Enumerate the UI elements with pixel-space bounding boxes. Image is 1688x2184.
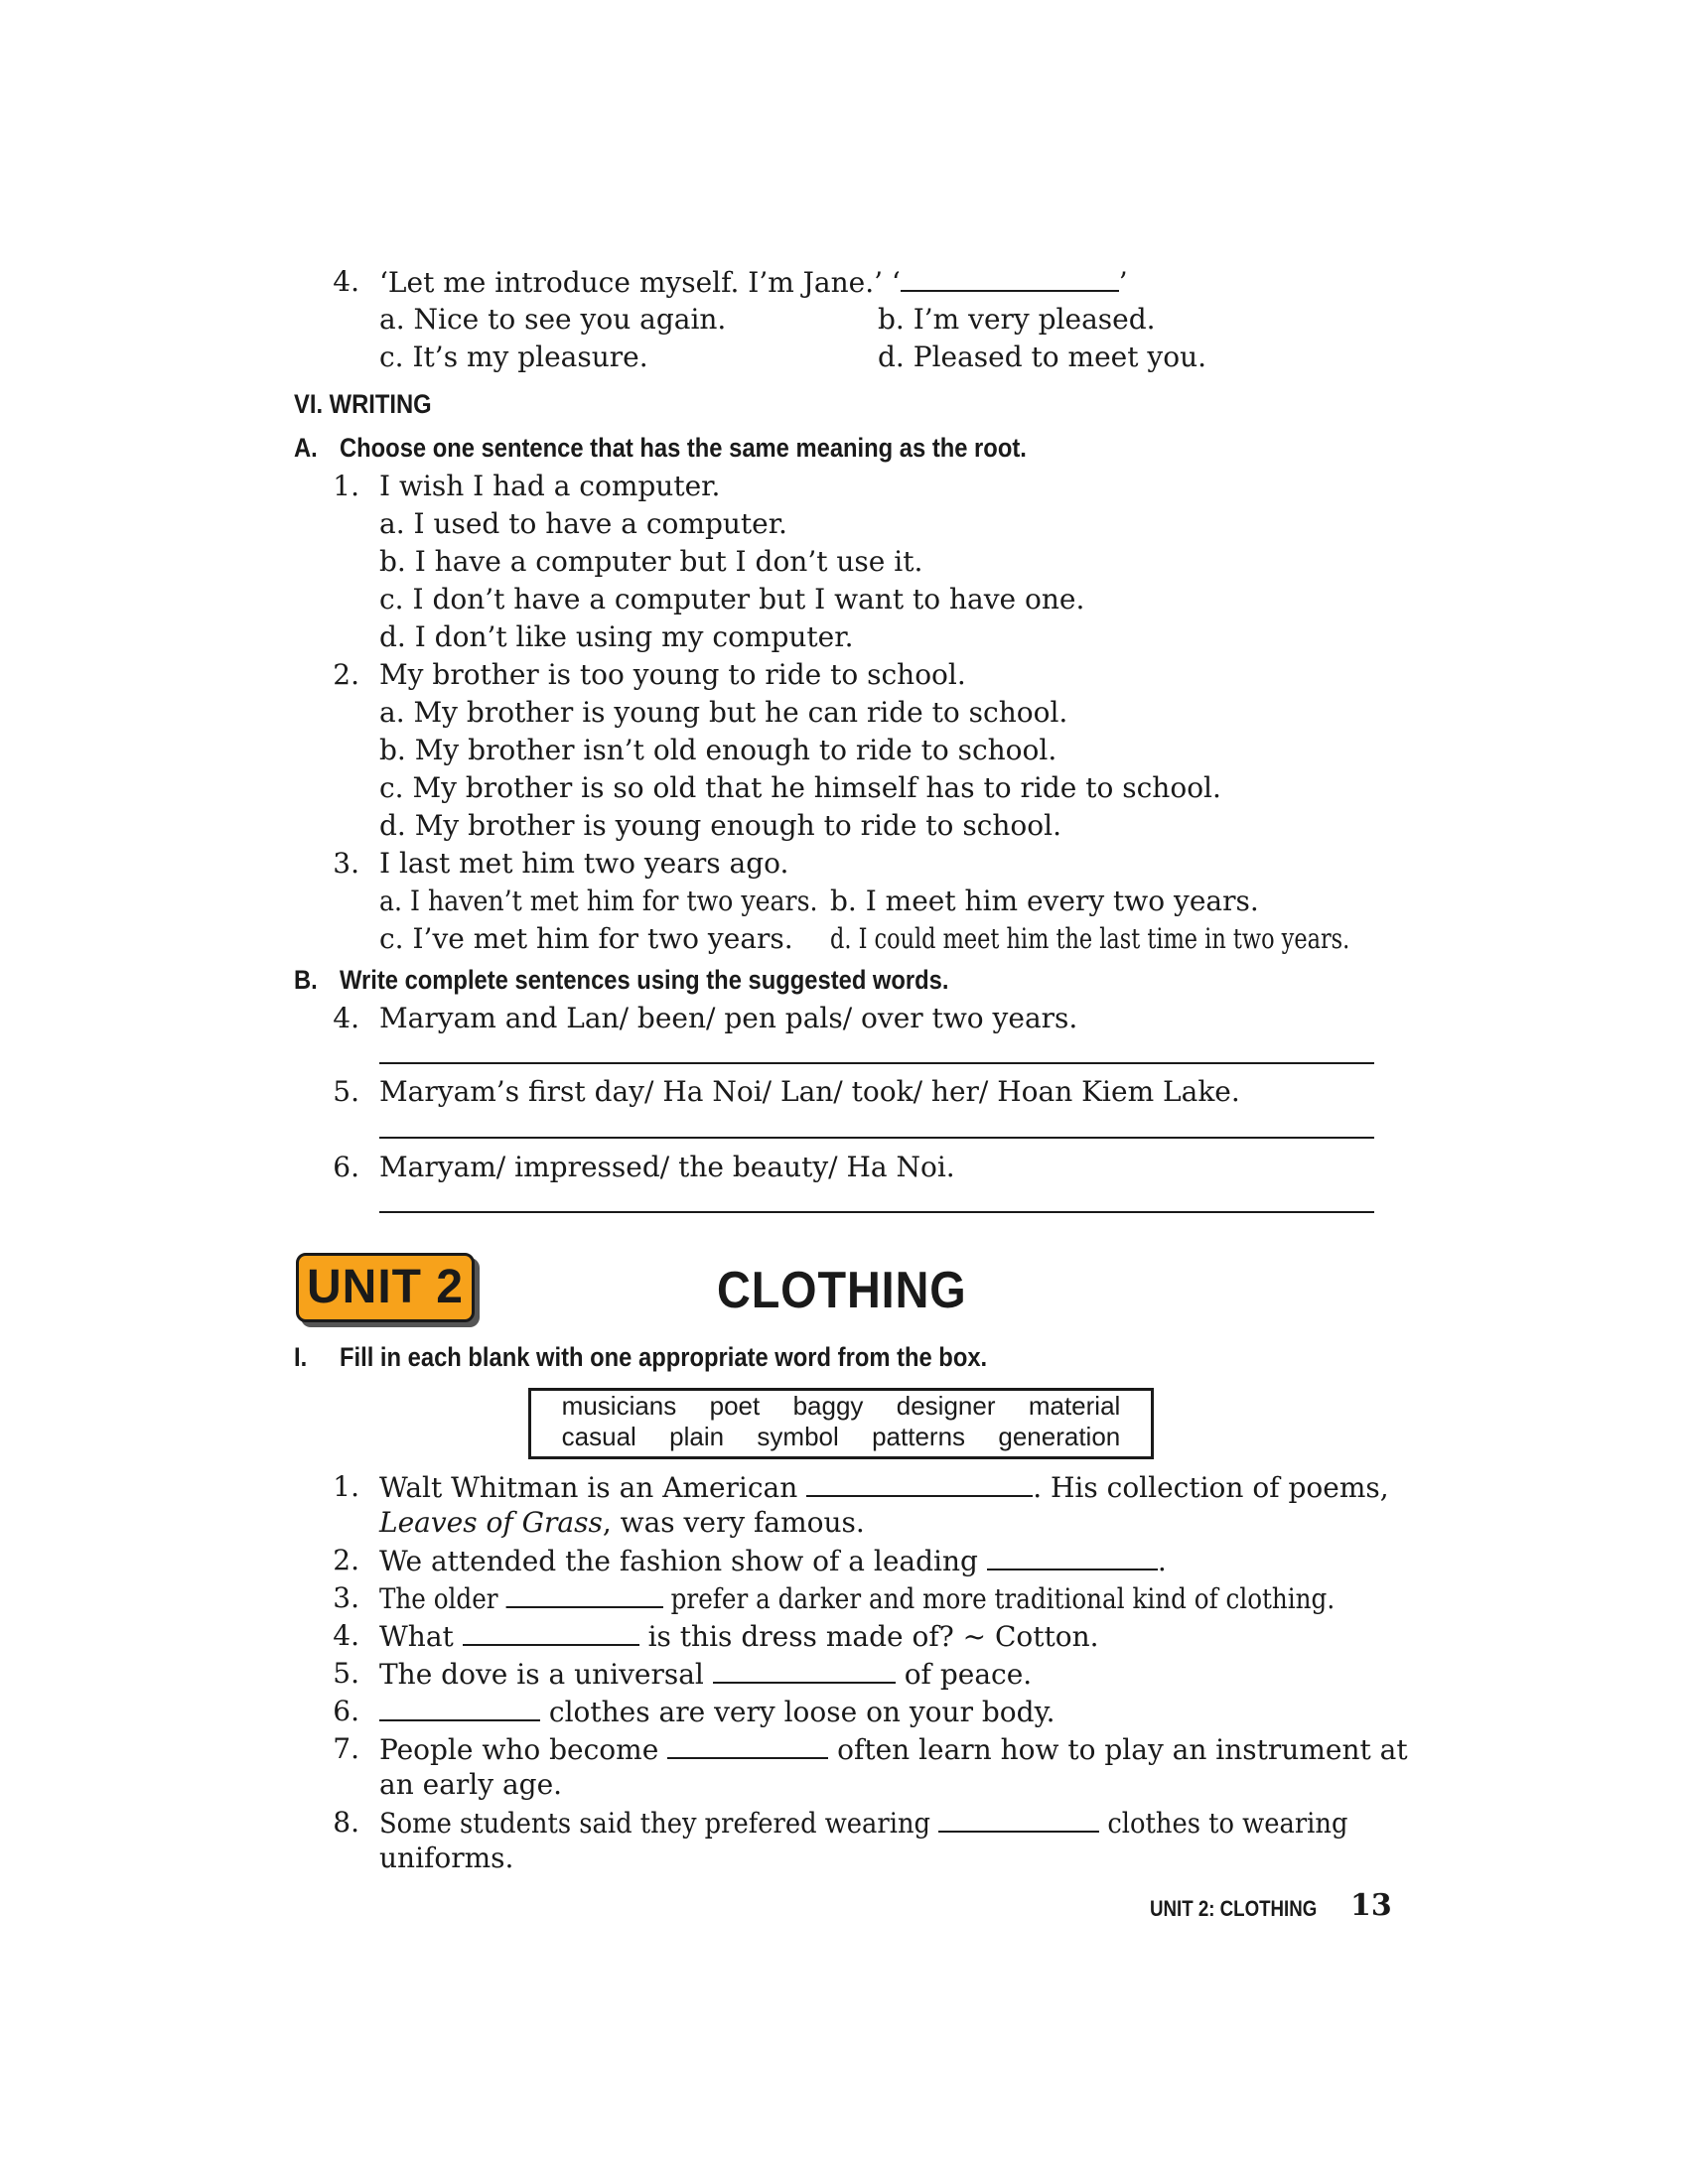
answer-blank[interactable] — [713, 1656, 896, 1684]
question-stem: I last met him two years ago. — [379, 847, 789, 880]
fill-sentence: The older prefer a darker and more traditional kind of clothing. — [379, 1582, 1336, 1615]
sentence-prompt: Maryam and Lan/ been/ pen pals/ over two years. — [379, 1002, 1078, 1034]
option-b[interactable]: b. I have a computer but I don’t use it. — [379, 545, 923, 578]
word-option: plain — [669, 1422, 725, 1451]
question-number: 1. — [333, 1470, 359, 1503]
exercise-instruction: Fill in each blank with one appropriate word from the box. — [340, 1342, 988, 1372]
answer-blank[interactable] — [987, 1543, 1158, 1570]
option-d[interactable]: d. I could meet him the last time in two years. — [830, 922, 1350, 955]
question-number: 3. — [333, 847, 359, 880]
option-b[interactable]: b. I’m very pleased. — [878, 303, 1156, 336]
option-a[interactable]: a. I haven’t met him for two years. — [379, 885, 818, 917]
question-number: 4. — [333, 1002, 359, 1034]
fill-sentence: Some students said they prefered wearing clothes to wearing — [379, 1807, 1348, 1840]
exercise-label: I. — [294, 1342, 308, 1372]
fill-sentence: clothes are very loose on your body. — [379, 1694, 1055, 1730]
question-number: 3. — [333, 1581, 359, 1614]
question-number: 4. — [333, 265, 359, 298]
part-b-label: B. — [294, 965, 318, 995]
part-a-instruction: Choose one sentence that has the same meaning as the root. — [340, 433, 1027, 463]
question-number: 2. — [333, 1544, 359, 1576]
answer-blank[interactable] — [901, 264, 1119, 292]
option-d[interactable]: d. My brother is young enough to ride to school. — [379, 809, 1061, 842]
word-option: symbol — [757, 1422, 839, 1451]
question-prompt: ‘Let me introduce myself. I’m Jane.’ ‘ ’ — [379, 266, 1128, 299]
fill-sentence: The dove is a universal of peace. — [379, 1658, 1033, 1691]
answer-blank[interactable] — [938, 1805, 1099, 1833]
word-option: musicians — [561, 1391, 677, 1421]
option-d[interactable]: d. I don’t like using my computer. — [379, 620, 854, 653]
option-a[interactable]: a. I used to have a computer. — [379, 507, 787, 540]
question-number: 8. — [333, 1806, 359, 1839]
question-number: 1. — [333, 470, 359, 502]
question-number: 2. — [333, 658, 359, 691]
option-c[interactable]: c. I don’t have a computer but I want to have one. — [379, 583, 1085, 615]
word-option: generation — [998, 1422, 1121, 1451]
answer-line[interactable] — [379, 1137, 1374, 1139]
question-number: 5. — [333, 1075, 359, 1108]
fill-sentence-continuation: uniforms. — [379, 1842, 514, 1874]
question-number: 6. — [333, 1695, 359, 1727]
fill-sentence: People who become often learn how to play an instrument at — [379, 1733, 1408, 1766]
part-a-label: A. — [294, 433, 318, 463]
option-c[interactable]: c. It’s my pleasure. — [379, 341, 648, 373]
question-number: 5. — [333, 1657, 359, 1690]
word-option: baggy — [792, 1391, 864, 1421]
fill-sentence-continuation: an early age. — [379, 1768, 563, 1801]
option-a[interactable]: a. Nice to see you again. — [379, 303, 727, 336]
word-option: patterns — [872, 1422, 966, 1451]
word-option: material — [1028, 1391, 1121, 1421]
answer-blank[interactable] — [463, 1618, 639, 1646]
option-c[interactable]: c. I’ve met him for two years. — [379, 922, 793, 955]
question-number: 7. — [333, 1732, 359, 1765]
page-number: 13 — [1350, 1888, 1392, 1923]
unit-badge: UNIT 2 — [296, 1253, 475, 1322]
answer-blank[interactable] — [667, 1731, 828, 1759]
question-number: 4. — [333, 1619, 359, 1652]
word-box — [528, 1388, 1154, 1459]
part-b-instruction: Write complete sentences using the suggested words. — [340, 965, 949, 995]
option-a[interactable]: a. My brother is young but he can ride to school. — [379, 696, 1068, 729]
question-number: 6. — [333, 1151, 359, 1183]
option-c[interactable]: c. My brother is so old that he himself has to ride to school. — [379, 771, 1221, 804]
answer-blank[interactable] — [379, 1694, 540, 1721]
question-stem: I wish I had a computer. — [379, 470, 721, 502]
option-d[interactable]: d. Pleased to meet you. — [878, 341, 1207, 373]
footer-unit-label: UNIT 2: CLOTHING — [1150, 1896, 1318, 1921]
fill-sentence-continuation: Leaves of Grass, was very famous. — [379, 1506, 865, 1539]
section-heading-writing: VI. WRITING — [294, 389, 432, 419]
fill-sentence: We attended the fashion show of a leading . — [379, 1545, 1167, 1577]
option-b[interactable]: b. My brother isn’t old enough to ride to school. — [379, 734, 1057, 766]
answer-blank[interactable] — [505, 1580, 662, 1608]
sentence-prompt: Maryam/ impressed/ the beauty/ Ha Noi. — [379, 1151, 955, 1183]
answer-line[interactable] — [379, 1211, 1374, 1213]
fill-sentence: Walt Whitman is an American . His collection of poems, — [379, 1471, 1389, 1504]
option-b[interactable]: b. I meet him every two years. — [830, 885, 1259, 917]
word-box-row — [531, 1422, 1151, 1452]
word-option: poet — [709, 1391, 761, 1421]
answer-line[interactable] — [379, 1062, 1374, 1064]
question-stem: My brother is too young to ride to school. — [379, 658, 966, 691]
unit-title: CLOTHING — [717, 1262, 967, 1319]
fill-sentence: What is this dress made of? ~ Cotton. — [379, 1620, 1099, 1653]
word-option: designer — [896, 1391, 996, 1421]
word-box-row — [531, 1391, 1151, 1422]
word-option: casual — [561, 1422, 636, 1451]
answer-blank[interactable] — [806, 1469, 1033, 1497]
sentence-prompt: Maryam’s first day/ Ha Noi/ Lan/ took/ her/ Hoan Kiem Lake. — [379, 1075, 1240, 1108]
